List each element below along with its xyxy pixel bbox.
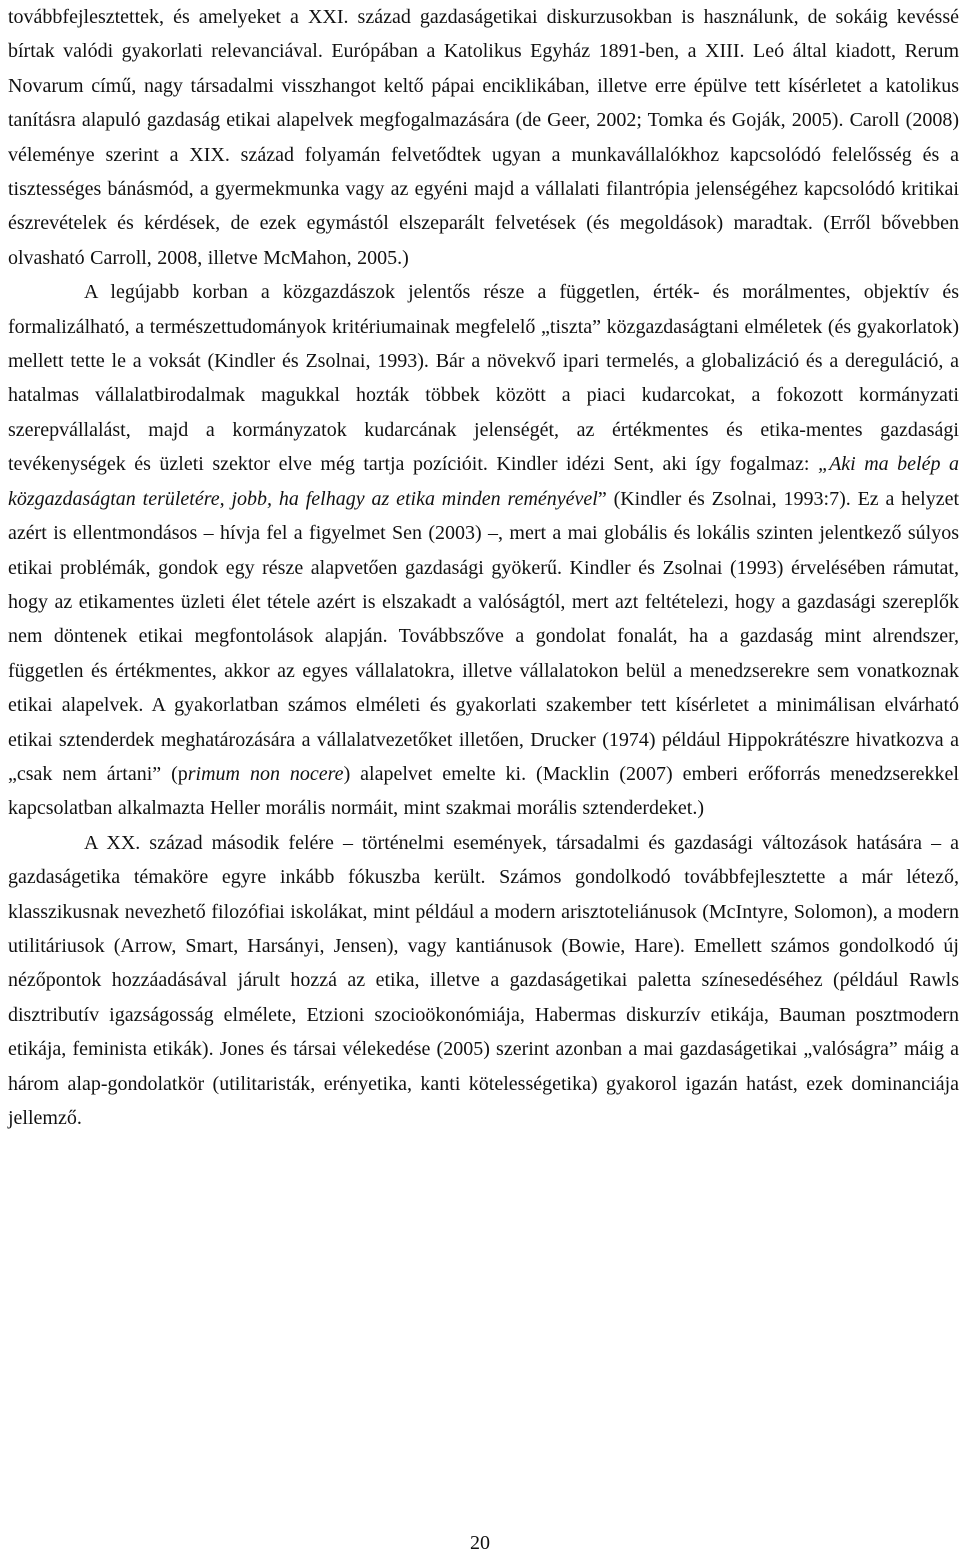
paragraph-2-segment-3: ” (Kindler és Zsolnai, 1993:7). Ez a helyzet azért is ellentmondásos – hívja fel a figyelmet Sen (2003) –, mert a mai globális és lokális szinten jelentkező súlyos etikai problémák, gondok egy része alapvetően gazdasági gyökerű. Kindler és Zsolnai (1993) érvelésében rámutat, hogy az etikamentes üzleti élet tétele azért is elszakadt a valóságtól, mert azt feltételezi, hogy a gazdasági szereplők nem döntenek etikai megfontolások alapján. Továbbszőve a gondolat fonalát, ha a gazdaság mint alrendszer, független és értékmentes, akkor az egyes vállalatokra, illetve vállalatokon belül a menedzserekre sem vonatkoznak etikai alapelvek. A gyakorlatban számos elméleti és gyakorlati szakember tett kísérletet a minimálisan elvárható etikai sztenderdek meghatározására a vállalatvezetőket illetően, Drucker (1974) például Hippokrátészre hivatkozva a „csak nem ártani” (p [8,487,959,785]
paragraph-2-segment-4: rimum non nocere [187,762,344,785]
paragraph-3-segment-1: A XX. század második felére – történelmi események, társadalmi és gazdasági változások hatására – a gazdaságetika témaköre egyre inkább fókuszba került. Számos gondolkodó továbbfejlesztette a már létező, klasszikusnak nevezhető filozófiai iskolákat, mint például a modern arisztoteliánusok (McIntyre, Solomon), a modern utilitáriusok (Arrow, Smart, Harsányi, Jensen), vagy kantiánusok (Bowie, Hare). Emellett számos gondolkodó új nézőpontok hozzáadásával járult hozzá az etika, illetve a gazdaságetikai paletta színesedéséhez (például Rawls disztributív igazságosság elmélete, Etzioni szocioökonómiája, Habermas diskurzív etikája, Bauman posztmodern etikája, feminista etikák). Jones és társai vélekedése (2005) szerint azonban a mai gazdaságetikai „valóságra” máig a három alap-gondolatkör (utilitaristák, erényetika, kanti kötelességetika) gyakorol igazán hatást, ezek dominanciája jellemző. [8,831,959,1129]
paragraph-3 [8,826,959,1136]
paragraph-2-segment-5: ) alapelvet emelte ki. (Macklin (2007) emberi erőforrás menedzserekkel kapcsolatban alkalmazta Heller morális normáit, mint szakmai morális sztenderdeket.) [8,762,959,820]
paragraph-2-segment-1: A legújabb korban a közgazdászok jelentős része a független, érték- és morálmentes, objektív és formalizálható, a természettudományok kritériumainak megfelelő „tiszta” közgazdaságtani elméletek (és gyakorlatok) mellett tette le a voksát (Kindler és Zsolnai, 1993). Bár a növekvő ipari termelés, a globalizáció és a dereguláció, a hatalmas vállalatbirodalmak magukkal hozták többek között a piaci kudarcokat, a fokozott kormányzati szerepvállalást, majd a kormányzatok kudarcának jelenségét, az értékmentes és etika-mentes gazdasági tevékenységek és üzleti szektor elve még tartja pozícióit. Kindler idézi Sent, aki így fogalmaz: [8,281,959,476]
paragraph-1-segment-1: továbbfejlesztettek, és amelyeket a XXI. század gazdaságetikai diskurzusokban is használunk, de sokáig kevéssé bírtak valódi gyakorlati relevanciával. Európában a Katolikus Egyház 1891-ben, a XIII. Leó által kiadott, Rerum Novarum című, nagy társadalmi visszhangot keltő pápai enciklikában, illetve erre épülve tett kísérletet a katolikus tanításra alapuló gazdaság etikai alapelvek megfogalmazására (de Geer, 2002; Tomka és Goják, 2005). Caroll (2008) véleménye szerint a XIX. század folyamán felvetődtek ugyan a munkavállalókhoz kapcsolódó felelősség és a tisztességes bánásmód, a gyermekmunka vagy az egyéni majd a vállalati filantrópia jelenségéhez kapcsolódó kritikai észrevételek és kérdések, de ezek egymástól elszeparált felvetések (és megoldások) maradtak. (Erről bővebben olvasható Carroll, 2008, illetve McMahon, 2005.) [8,6,959,269]
paragraph-1 [8,0,959,275]
document-page [8,0,959,1135]
paragraph-2-segment-2: „Aki ma belép a közgazdaságtan területére, jobb, ha felhagy az etika minden reményével [8,453,960,510]
paragraph-2 [8,275,959,826]
page-number: 20 [470,1532,490,1554]
